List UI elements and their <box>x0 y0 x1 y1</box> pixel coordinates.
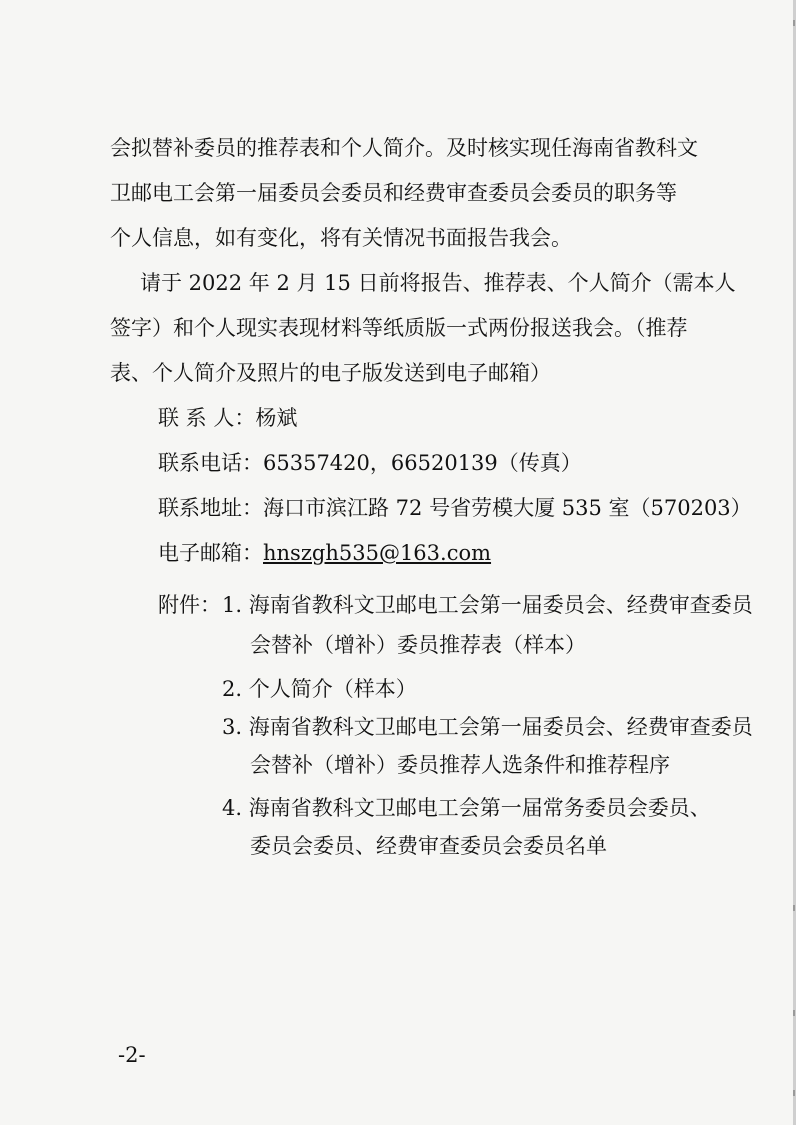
attachment-line: 海南省教科文卫邮电工会第一届委员会、经费审查委员 <box>248 593 753 617</box>
contact-phone-value: 65357420，66520139（传真） <box>263 451 582 475</box>
attachment-item-2 <box>222 674 417 704</box>
attachment-line: 海南省教科文卫邮电工会第一届委员会、经费审查委员 <box>248 715 753 739</box>
attachment-number: 2. <box>222 677 243 701</box>
paragraph2-line-1: 请于 2022 年 2 月 15 日前将报告、推荐表、个人简介（需本人 <box>140 271 736 295</box>
contact-email <box>158 538 491 568</box>
paragraph1-line-3: 个人信息，如有变化，将有关情况书面报告我会。 <box>110 226 572 250</box>
paragraph2-line-3: 表、个人简介及照片的电子版发送到电子邮箱） <box>110 361 551 385</box>
contact-address-label: 联系地址： <box>158 496 263 520</box>
attachment-item-3-cont: 会替补（增补）委员推荐人选条件和推荐程序 <box>250 753 670 777</box>
contact-person-value: 杨斌 <box>255 406 298 430</box>
page-number: -2- <box>118 1043 146 1067</box>
attachment-item-1-cont: 会替补（增补）委员推荐表（样本） <box>250 633 586 657</box>
scan-edge-mark <box>793 905 795 911</box>
scan-edge-mark <box>793 1010 795 1016</box>
paragraph1-line-1: 会拟替补委员的推荐表和个人简介。及时核实现任海南省教科文 <box>110 136 698 160</box>
attachment-item-3 <box>222 712 753 742</box>
scan-edge-mark <box>793 20 795 26</box>
attachment-number: 3. <box>222 715 243 739</box>
attachment-line: 海南省教科文卫邮电工会第一届常务委员会委员、 <box>248 796 711 820</box>
attachment-number: 1. <box>222 593 243 617</box>
contact-person <box>158 403 297 433</box>
attachments-label: 附件： <box>158 593 221 617</box>
attachment-item-4 <box>222 793 711 823</box>
contact-phone <box>158 448 582 478</box>
attachment-item-4-cont: 委员会委员、经费审查委员会委员名单 <box>250 834 607 858</box>
attachment-item-1 <box>222 590 753 620</box>
contact-email-label: 电子邮箱： <box>158 541 263 565</box>
contact-email-link[interactable]: hnszgh535@163.com <box>263 541 492 565</box>
contact-address-value: 海口市滨江路 72 号省劳模大厦 535 室（570203） <box>263 496 752 520</box>
contact-person-label: 联 系 人： <box>158 406 256 430</box>
paragraph1-line-2: 卫邮电工会第一届委员会委员和经费审查委员会委员的职务等 <box>110 181 677 205</box>
attachment-number: 4. <box>222 796 243 820</box>
attachment-line: 个人简介（样本） <box>248 677 417 701</box>
contact-phone-label: 联系电话： <box>158 451 263 475</box>
scan-edge-mark <box>793 1090 795 1096</box>
paragraph2-line-2: 签字）和个人现实表现材料等纸质版一式两份报送我会。（推荐 <box>110 316 688 340</box>
contact-address <box>158 493 752 523</box>
